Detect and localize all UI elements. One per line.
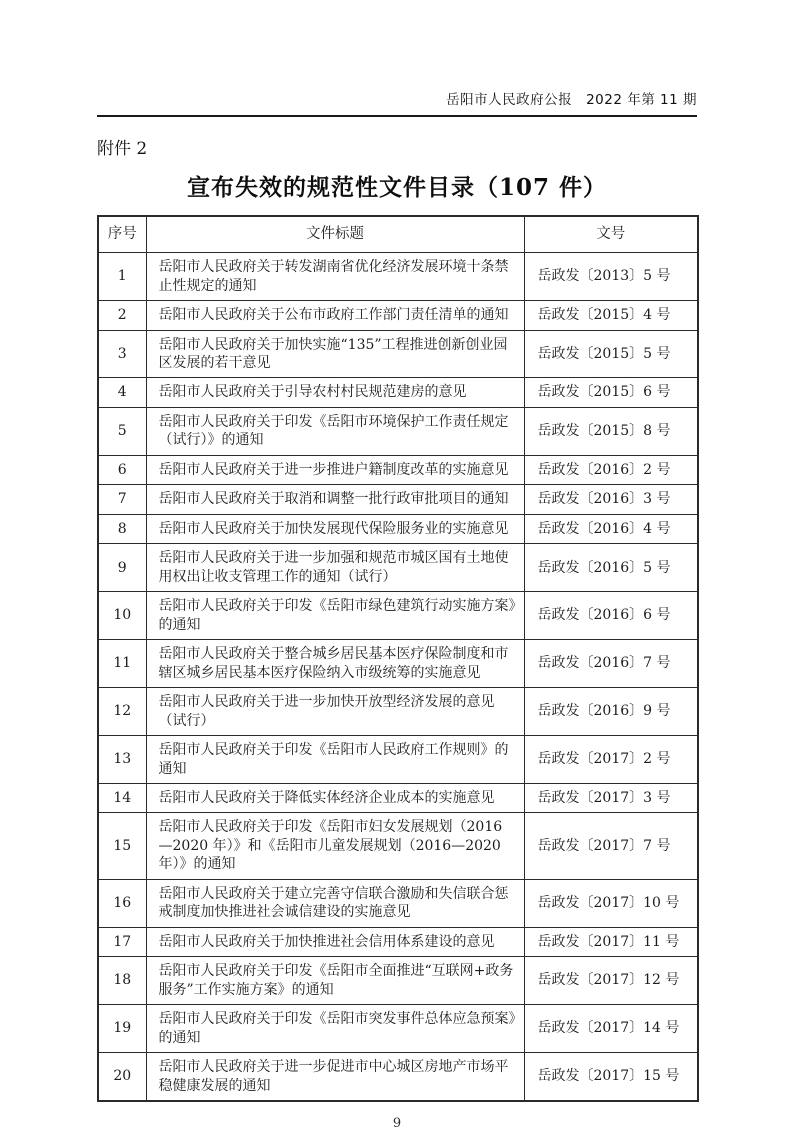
row-index: 7 [98, 485, 146, 514]
row-doc-number: 岳政发〔2017〕7 号 [524, 813, 698, 879]
row-title: 岳阳市人民政府关于印发《岳阳市全面推进“互联网+政务服务”工作实施方案》的通知 [146, 957, 524, 1005]
row-title: 岳阳市人民政府关于加快推进社会信用体系建设的意见 [146, 927, 524, 956]
row-title: 岳阳市人民政府关于印发《岳阳市绿色建筑行动实施方案》的通知 [146, 592, 524, 640]
row-title: 岳阳市人民政府关于降低实体经济企业成本的实施意见 [146, 783, 524, 812]
row-index: 9 [98, 544, 146, 592]
table-row [98, 378, 698, 407]
row-title: 岳阳市人民政府关于进一步加快开放型经济发展的意见（试行） [146, 688, 524, 736]
row-title: 岳阳市人民政府关于加快发展现代保险服务业的实施意见 [146, 514, 524, 543]
row-index: 15 [98, 813, 146, 879]
row-index: 4 [98, 378, 146, 407]
page-title: 宣布失效的规范性文件目录（107 件） [186, 174, 608, 201]
row-doc-number: 岳政发〔2016〕9 号 [524, 688, 698, 736]
row-title: 岳阳市人民政府关于印发《岳阳市突发事件总体应急预案》的通知 [146, 1005, 524, 1053]
table-row [98, 640, 698, 688]
row-title: 岳阳市人民政府关于引导农村村民规范建房的意见 [146, 378, 524, 407]
table-row [98, 592, 698, 640]
attachment-label: 附件 2 [97, 139, 148, 159]
table-row [98, 407, 698, 455]
row-index: 12 [98, 688, 146, 736]
row-doc-number: 岳政发〔2017〕12 号 [524, 957, 698, 1005]
row-index: 10 [98, 592, 146, 640]
row-title: 岳阳市人民政府关于印发《岳阳市妇女发展规划（2016—2020 年）》和《岳阳市儿童发展规划（2016—2020 年）》的通知 [146, 813, 524, 879]
table-row [98, 544, 698, 592]
table-row [98, 301, 698, 330]
row-doc-number: 岳政发〔2017〕14 号 [524, 1005, 698, 1053]
row-index: 17 [98, 927, 146, 956]
row-index: 8 [98, 514, 146, 543]
row-title: 岳阳市人民政府关于印发《岳阳市环境保护工作责任规定（试行）》的通知 [146, 407, 524, 455]
table-row [98, 957, 698, 1005]
row-index: 3 [98, 330, 146, 378]
row-title: 岳阳市人民政府关于整合城乡居民基本医疗保险制度和市辖区城乡居民基本医疗保险纳入市级统筹的实施意见 [146, 640, 524, 688]
table-row [98, 736, 698, 784]
column-header-title: 文件标题 [146, 216, 524, 253]
row-index: 18 [98, 957, 146, 1005]
row-title: 岳阳市人民政府关于取消和调整一批行政审批项目的通知 [146, 485, 524, 514]
row-doc-number: 岳政发〔2017〕3 号 [524, 783, 698, 812]
row-doc-number: 岳政发〔2016〕6 号 [524, 592, 698, 640]
row-title: 岳阳市人民政府关于进一步加强和规范市城区国有土地使用权出让收支管理工作的通知（试行） [146, 544, 524, 592]
table-row [98, 927, 698, 956]
row-doc-number: 岳政发〔2015〕5 号 [524, 330, 698, 378]
row-doc-number: 岳政发〔2016〕4 号 [524, 514, 698, 543]
table-row [98, 253, 698, 301]
table-row [98, 330, 698, 378]
row-title: 岳阳市人民政府关于转发湖南省优化经济发展环境十条禁止性规定的通知 [146, 253, 524, 301]
row-index: 5 [98, 407, 146, 455]
row-title: 岳阳市人民政府关于进一步促进市中心城区房地产市场平稳健康发展的通知 [146, 1053, 524, 1101]
row-index: 14 [98, 783, 146, 812]
invalidated-documents-table [97, 215, 699, 1102]
table-row [98, 879, 698, 927]
column-header-doc-number: 文号 [524, 216, 698, 253]
table-header-row [98, 216, 698, 253]
table-row [98, 813, 698, 879]
table-row [98, 1005, 698, 1053]
row-doc-number: 岳政发〔2016〕2 号 [524, 455, 698, 484]
row-doc-number: 岳政发〔2013〕5 号 [524, 253, 698, 301]
row-index: 19 [98, 1005, 146, 1053]
table-row [98, 783, 698, 812]
row-doc-number: 岳政发〔2016〕3 号 [524, 485, 698, 514]
row-title: 岳阳市人民政府关于建立完善守信联合激励和失信联合惩戒制度加快推进社会诚信建设的实施意见 [146, 879, 524, 927]
row-index: 11 [98, 640, 146, 688]
row-index: 13 [98, 736, 146, 784]
row-index: 20 [98, 1053, 146, 1101]
row-doc-number: 岳政发〔2016〕7 号 [524, 640, 698, 688]
table-header [98, 216, 698, 253]
gazette-header: 岳阳市人民政府公报 2022 年第 11 期 [97, 88, 697, 117]
row-doc-number: 岳政发〔2015〕4 号 [524, 301, 698, 330]
row-doc-number: 岳政发〔2015〕6 号 [524, 378, 698, 407]
row-title: 岳阳市人民政府关于印发《岳阳市人民政府工作规则》的通知 [146, 736, 524, 784]
row-doc-number: 岳政发〔2017〕2 号 [524, 736, 698, 784]
row-title: 岳阳市人民政府关于进一步推进户籍制度改革的实施意见 [146, 455, 524, 484]
row-index: 2 [98, 301, 146, 330]
table-row [98, 455, 698, 484]
row-doc-number: 岳政发〔2016〕5 号 [524, 544, 698, 592]
row-title: 岳阳市人民政府关于加快实施“135”工程推进创新创业园区发展的若干意见 [146, 330, 524, 378]
row-doc-number: 岳政发〔2017〕15 号 [524, 1053, 698, 1101]
table-row [98, 485, 698, 514]
row-doc-number: 岳政发〔2017〕10 号 [524, 879, 698, 927]
row-doc-number: 岳政发〔2017〕11 号 [524, 927, 698, 956]
row-index: 1 [98, 253, 146, 301]
row-index: 6 [98, 455, 146, 484]
column-header-index: 序号 [98, 216, 146, 253]
row-title: 岳阳市人民政府关于公布市政府工作部门责任清单的通知 [146, 301, 524, 330]
row-index: 16 [98, 879, 146, 927]
page-number: 9 [392, 1116, 402, 1131]
table-body [98, 253, 698, 1101]
row-doc-number: 岳政发〔2015〕8 号 [524, 407, 698, 455]
page-content [97, 0, 697, 1131]
table-row [98, 514, 698, 543]
table-row [98, 688, 698, 736]
table-row [98, 1053, 698, 1101]
